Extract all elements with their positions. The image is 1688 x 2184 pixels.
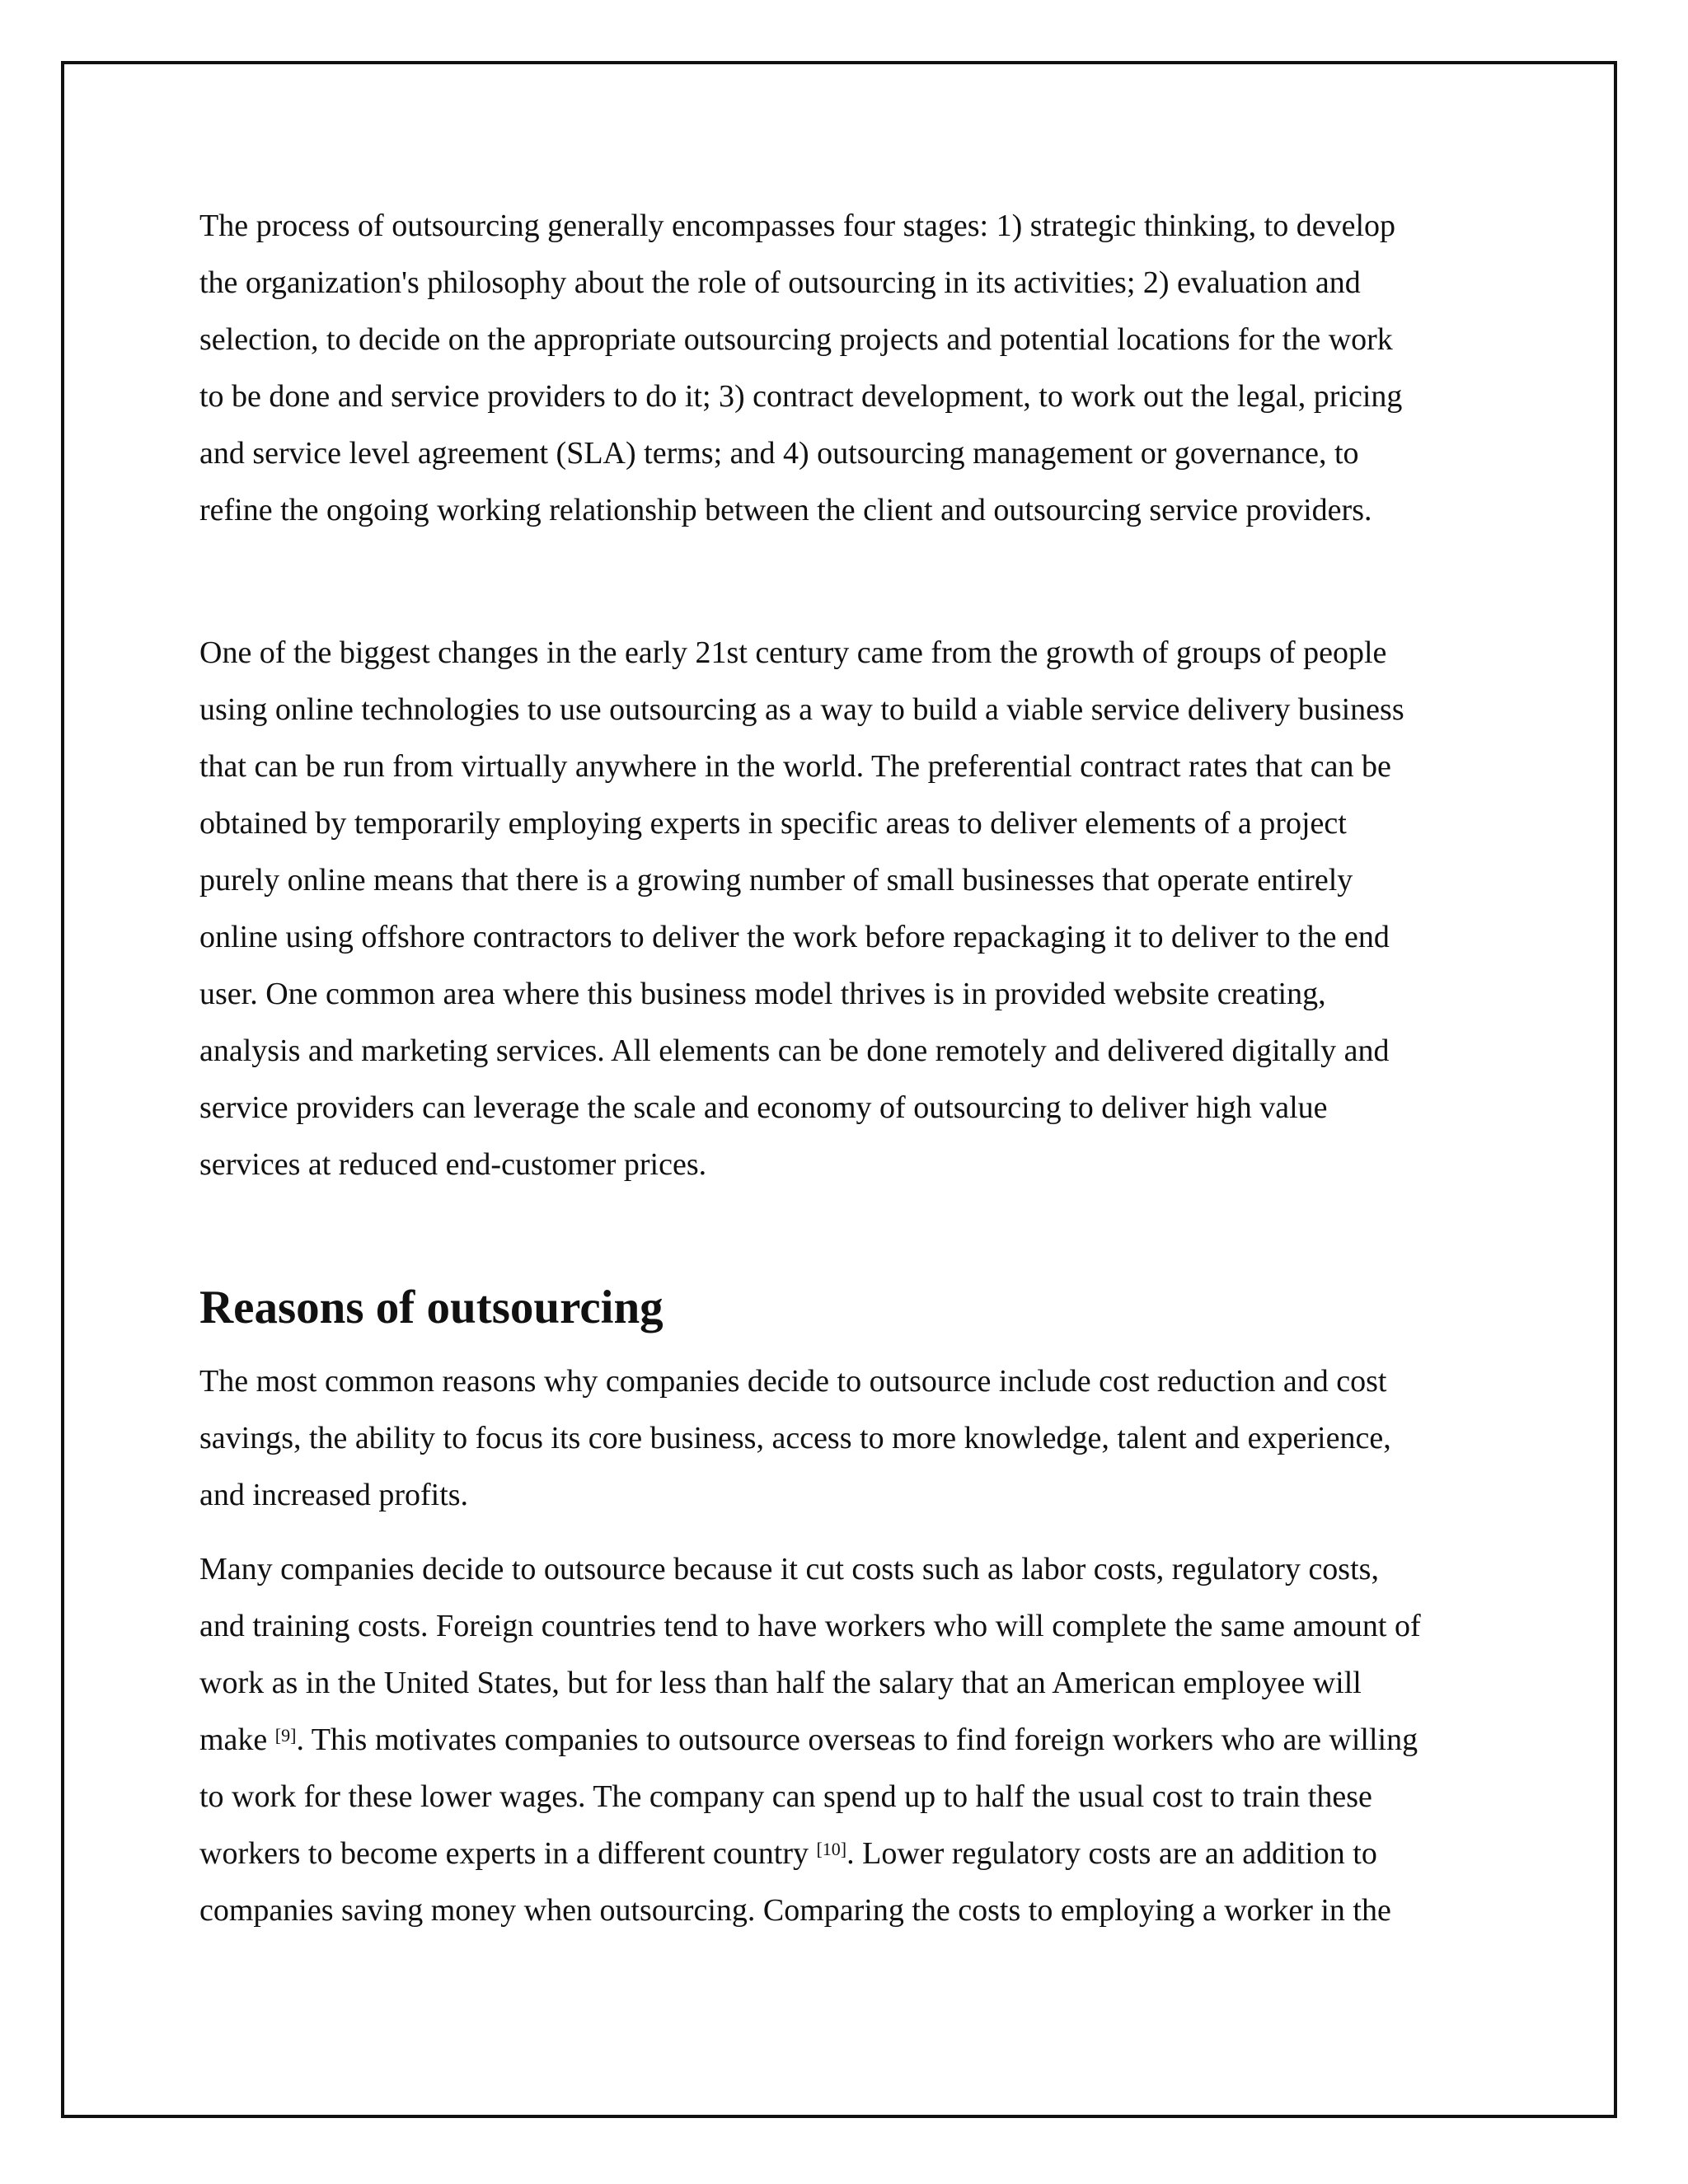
text-segment: . Lower regulatory costs are an addition to [846,1836,1377,1871]
paragraph-online-outsourcing [199,625,1510,1193]
paragraph-outsourcing-stages [199,198,1510,539]
text-line: The process of outsourcing generally encompasses four stages: 1) strategic thinking, to develop [199,209,1395,243]
text-line: to work for these lower wages. The company can spend up to half the usual cost to train these [199,1779,1372,1814]
text-line: user. One common area where this business model thrives is in provided website creating, [199,977,1326,1011]
paragraph-common-reasons [199,1353,1510,1524]
text-line: services at reduced end-customer prices. [199,1147,707,1182]
text-line: selection, to decide on the appropriate outsourcing projects and potential locations for the work [199,322,1393,357]
text-segment: make [199,1722,275,1757]
text-line: savings, the ability to focus its core business, access to more knowledge, talent and experience, [199,1421,1391,1455]
text-line: that can be run from virtually anywhere in the world. The preferential contract rates that can be [199,749,1391,784]
text-segment: workers to become experts in a different country [199,1836,817,1871]
text-line: One of the biggest changes in the early 21st century came from the growth of groups of people [199,635,1387,670]
citation-reference-10[interactable]: [10] [816,1839,847,1859]
paragraph-spacer [199,1336,1510,1353]
text-line [199,1825,1510,1882]
text-line: The most common reasons why companies decide to outsource include cost reduction and cost [199,1364,1387,1399]
text-line: the organization's philosophy about the role of outsourcing in its activities; 2) evaluation and [199,265,1361,300]
text-line: analysis and marketing services. All elements can be done remotely and delivered digitally and [199,1033,1390,1068]
text-line: companies saving money when outsourcing. Comparing the costs to employing a worker in the [199,1893,1391,1928]
text-line: obtained by temporarily employing experts in specific areas to deliver elements of a project [199,806,1347,841]
text-line: and service level agreement (SLA) terms; and 4) outsourcing management or governance, to [199,436,1359,471]
text-line: and training costs. Foreign countries tend to have workers who will complete the same amount of [199,1609,1421,1643]
citation-reference-9[interactable]: [9] [274,1725,297,1746]
text-line: and increased profits. [199,1478,469,1512]
text-line [199,1712,1510,1769]
section-heading: Reasons of outsourcing [199,1282,663,1333]
text-line: using online technologies to use outsourcing as a way to build a viable service delivery business [199,692,1404,727]
text-line: Many companies decide to outsource because it cut costs such as labor costs, regulatory costs, [199,1552,1379,1586]
text-line: to be done and service providers to do it; 3) contract development, to work out the legal, pricing [199,379,1403,414]
text-line: work as in the United States, but for less than half the salary that an American employee will [199,1666,1362,1700]
paragraph-spacer [199,1193,1510,1279]
text-line: service providers can leverage the scale and economy of outsourcing to deliver high value [199,1090,1328,1125]
text-line: purely online means that there is a growing number of small businesses that operate entirely [199,863,1353,898]
paragraph-spacer [199,539,1510,625]
text-line: online using offshore contractors to deliver the work before repackaging it to deliver to the end [199,920,1390,954]
text-line: refine the ongoing working relationship between the client and outsourcing service providers. [199,493,1372,527]
text-segment: . This motivates companies to outsource overseas to find foreign workers who are willing [296,1722,1418,1757]
paragraph-spacer [199,1524,1510,1541]
document-body [199,198,1510,1939]
paragraph-cost-reduction [199,1541,1510,1939]
